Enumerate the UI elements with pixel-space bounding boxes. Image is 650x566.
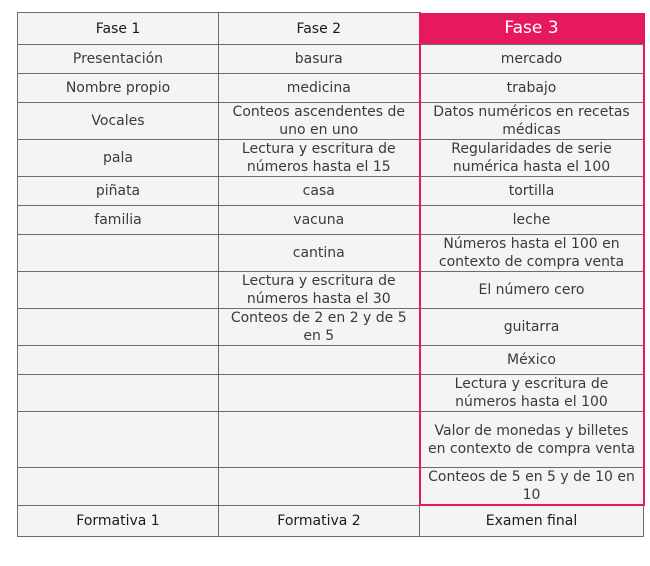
table-row [18, 272, 644, 309]
cell-fase-1: Nombre propio [18, 74, 219, 103]
phases-table [17, 12, 645, 537]
cell-fase-3: Regularidades de serie numérica hasta el 100 [420, 140, 644, 177]
cell-fase-3: leche [420, 206, 644, 235]
table-row [18, 468, 644, 506]
cell-fase-2 [219, 375, 420, 412]
footer-row [18, 505, 644, 537]
table-row [18, 346, 644, 375]
cell-fase-3: Números hasta el 100 en contexto de compra venta [420, 235, 644, 272]
cell-fase-3: Conteos de 5 en 5 y de 10 en 10 [420, 468, 644, 506]
cell-fase-3: El número cero [420, 272, 644, 309]
cell-fase-3: Datos numéricos en recetas médicas [420, 103, 644, 140]
header-fase-2: Fase 2 [219, 13, 420, 45]
table-row [18, 140, 644, 177]
table-row [18, 45, 644, 74]
cell-fase-3: trabajo [420, 74, 644, 103]
cell-fase-2: casa [219, 177, 420, 206]
table-row [18, 375, 644, 412]
cell-fase-1: Presentación [18, 45, 219, 74]
cell-fase-2 [219, 412, 420, 468]
cell-fase-1: Vocales [18, 103, 219, 140]
header-fase-3: Fase 3 [420, 13, 644, 45]
cell-fase-3: mercado [420, 45, 644, 74]
table-row [18, 412, 644, 468]
header-row [18, 13, 644, 45]
phases-table-container [17, 12, 643, 537]
cell-fase-1: piñata [18, 177, 219, 206]
table-row [18, 235, 644, 272]
cell-fase-2: Lectura y escritura de números hasta el 15 [219, 140, 420, 177]
cell-fase-3: tortilla [420, 177, 644, 206]
table-row [18, 309, 644, 346]
cell-fase-1 [18, 272, 219, 309]
cell-fase-3: México [420, 346, 644, 375]
cell-fase-1 [18, 346, 219, 375]
cell-fase-1 [18, 412, 219, 468]
cell-fase-1 [18, 309, 219, 346]
cell-fase-3: Valor de monedas y billetes en contexto de compra venta [420, 412, 644, 468]
cell-fase-2: Lectura y escritura de números hasta el 30 [219, 272, 420, 309]
cell-fase-2 [219, 468, 420, 506]
cell-fase-2: vacuna [219, 206, 420, 235]
cell-fase-2: Conteos ascendentes de uno en uno [219, 103, 420, 140]
cell-fase-1 [18, 468, 219, 506]
table-row [18, 177, 644, 206]
cell-fase-2: basura [219, 45, 420, 74]
cell-fase-2 [219, 346, 420, 375]
table-row [18, 206, 644, 235]
header-fase-1: Fase 1 [18, 13, 219, 45]
cell-fase-2: Conteos de 2 en 2 y de 5 en 5 [219, 309, 420, 346]
footer-examen-final: Examen final [420, 505, 644, 537]
cell-fase-1: pala [18, 140, 219, 177]
cell-fase-1 [18, 375, 219, 412]
footer-formativa-1: Formativa 1 [18, 505, 219, 537]
table-row [18, 103, 644, 140]
footer-formativa-2: Formativa 2 [219, 505, 420, 537]
cell-fase-1 [18, 235, 219, 272]
cell-fase-1: familia [18, 206, 219, 235]
cell-fase-3: guitarra [420, 309, 644, 346]
table-row [18, 74, 644, 103]
cell-fase-3: Lectura y escritura de números hasta el 100 [420, 375, 644, 412]
cell-fase-2: cantina [219, 235, 420, 272]
cell-fase-2: medicina [219, 74, 420, 103]
